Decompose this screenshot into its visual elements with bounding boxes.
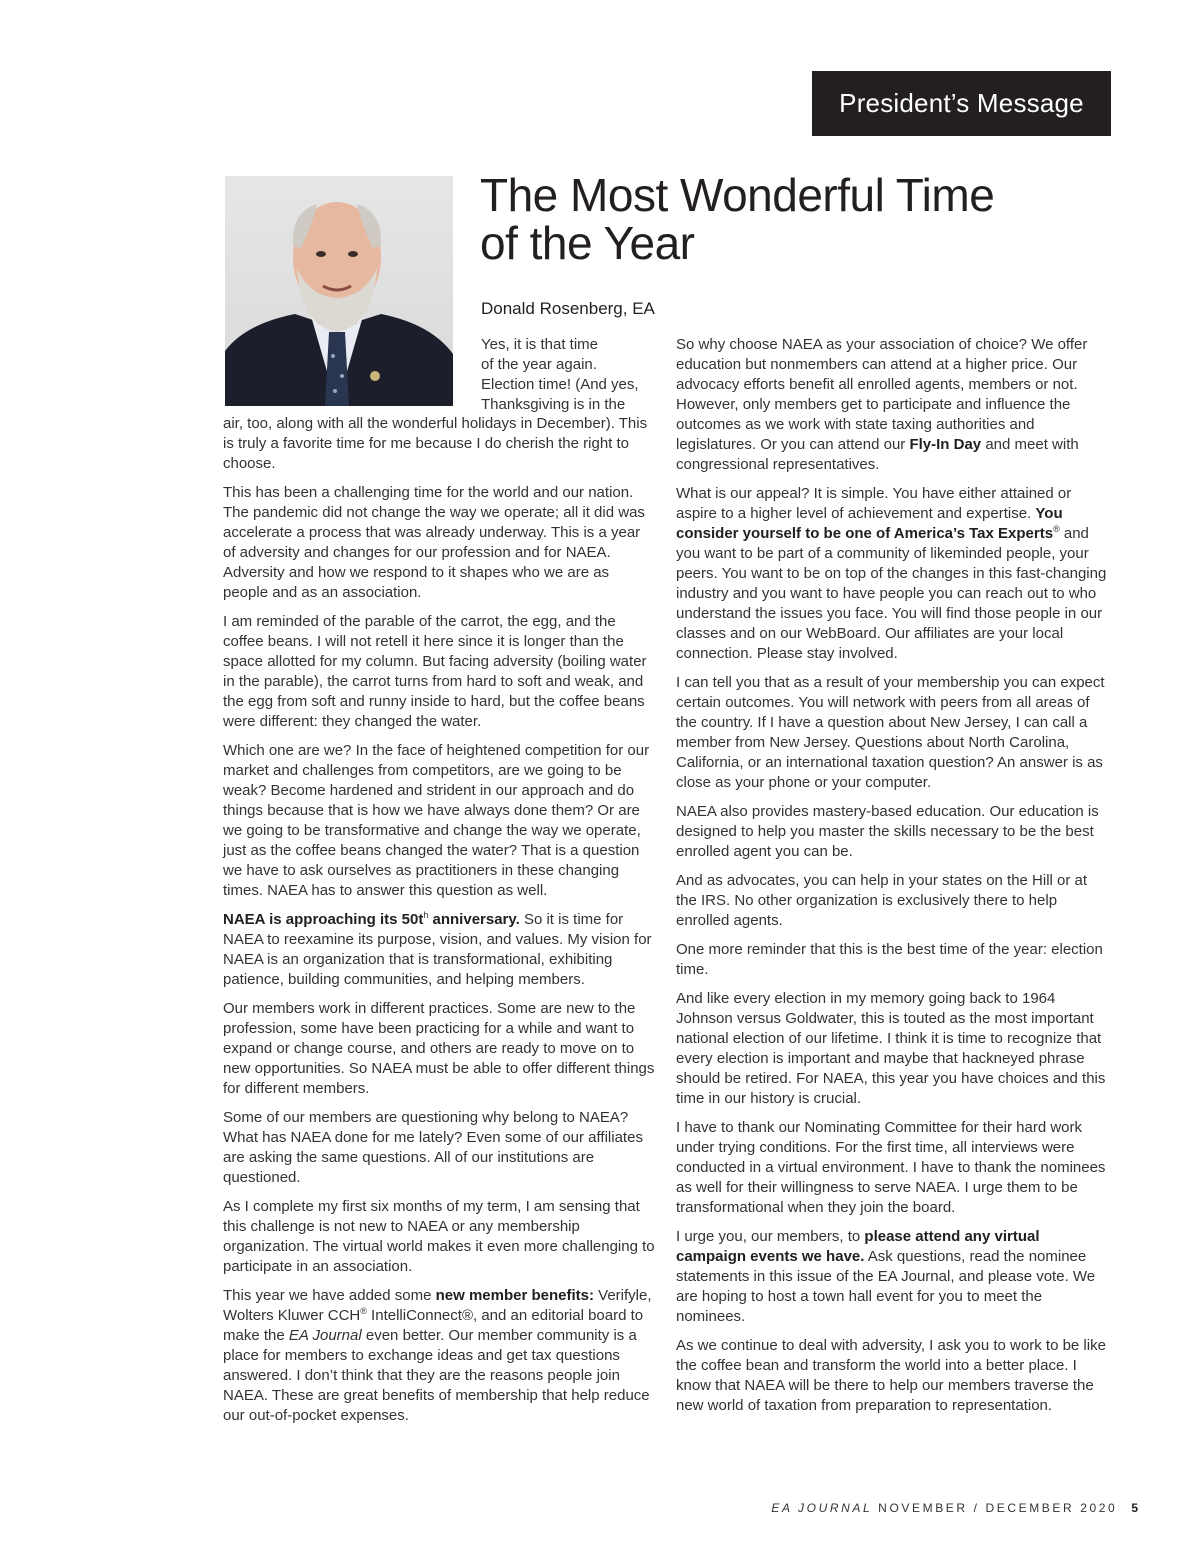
intro-paragraph	[481, 335, 656, 415]
bold-text: please attend any virtual campaign events we have.	[676, 1228, 1040, 1265]
superscript: ®	[1053, 524, 1060, 534]
paragraph: One more reminder that this is the best time of the year: election time.	[676, 941, 1103, 978]
superscript: h	[423, 910, 429, 920]
author-byline: Donald Rosenberg, EA	[481, 299, 655, 318]
paragraph: And as advocates, you can help in your states on the Hill or at the IRS. No other organization is exclusively there to help enrolled agents.	[676, 872, 1088, 929]
text: IntelliConnect®, and an editorial board to make the	[223, 1307, 644, 1344]
page-footer	[771, 1501, 1138, 1515]
italic-text: EA Journal	[288, 1327, 362, 1344]
section-label: President’s Message	[812, 71, 1111, 136]
paragraph: NAEA also provides mastery-based education. Our education is designed to help you master the skills necessary to be the best enrolled agent you can be.	[676, 803, 1099, 860]
intro-line: Thanksgiving is in the	[481, 396, 626, 413]
article-title	[480, 171, 1040, 267]
paragraph: Our members work in different practices. Some are new to the profession, some have been practicing for a while and want to expand or change course, and others are ready to move on to new opportunities. So NAEA must be able to offer different things for different members.	[223, 1000, 655, 1097]
paragraph: air, too, along with all the wonderful holidays in December). This is truly a favorite time for me because I do cherish the right to choose.	[223, 415, 648, 472]
paragraph	[676, 335, 1108, 475]
text: Ask questions, read the nominee statements in this issue of the EA Journal, and please vote. We are hoping to host a town hall event for you to meet the nominees.	[676, 1248, 1096, 1325]
paragraph: Which one are we? In the face of heightened competition for our market and challenges from competitors, are we going to be weak? Become hardened and strident in our approach and do things because that is how we have always done them? Or are we going to be transformative and change the way we operate, just as the coffee beans changed the water? That is a question we have to ask ourselves as practitioners in these changing times. NAEA has to answer this question as well.	[223, 742, 650, 899]
issue-date: NOVEMBER / DECEMBER 2020	[872, 1501, 1118, 1515]
page-number: 5	[1131, 1501, 1138, 1515]
paragraph: This has been a challenging time for the world and our nation. The pandemic did not change the way we operate; all it did was accelerate a process that was already underway. This is a year of adversity and changes for our profession and for NAEA. Adversity and how we respond to it shapes who we are as people and as an association.	[223, 484, 645, 601]
text: even better. Our member community is a place for members to exchange ideas and get tax questions answered. I don’t think that they are the reasons people join NAEA. These are great benefits of membership that help reduce our out-of-pocket expenses.	[223, 1327, 650, 1424]
bold-text: Fly-In Day	[909, 436, 982, 453]
paragraph: As we continue to deal with adversity, I ask you to work to be like the coffee bean and transform the world into a better place. I know that NAEA will be there to help our members traverse the new world of taxation from preparation to representation.	[676, 1337, 1106, 1414]
text: So why choose NAEA as your association of choice? We offer education but nonmembers can attend at a higher price. Our advocacy efforts benefit all enrolled agents, members or not. However, only members get to participate and influence the outcomes as we work with state taxing authorities and legislatures. Or you can attend our	[676, 336, 1088, 453]
title-line-2: of the Year	[480, 217, 695, 269]
text: I urge you, our members, to	[676, 1228, 865, 1245]
bold-text: new member benefits:	[435, 1287, 594, 1304]
bold-text: anniversary.	[428, 911, 520, 928]
paragraph: Some of our members are questioning why belong to NAEA? What has NAEA done for me lately? Even some of our affiliates are asking the same questions. All of our institutions are questioned.	[223, 1109, 643, 1186]
bold-text: You consider yourself to be one of America’s Tax Experts	[676, 505, 1063, 542]
paragraph: I can tell you that as a result of your membership you can expect certain outcomes. You will network with peers from all areas of the country. If I have a question about New Jersey, I can call a member from New Jersey. Questions about North Carolina, California, or an international taxation question? An answer is as close as your phone or your computer.	[676, 674, 1105, 791]
text: What is our appeal? It is simple. You have either attained or aspire to a higher level of achievement and expertise.	[676, 485, 1072, 522]
paragraph	[676, 1227, 1108, 1327]
paragraph	[223, 910, 655, 990]
paragraph: As I complete my first six months of my term, I am sensing that this challenge is not new to NAEA or any membership organization. The virtual world makes it even more challenging to participate in an association.	[223, 1198, 655, 1275]
paragraph: I am reminded of the parable of the carrot, the egg, and the coffee beans. I will not retell it here since it is longer than the space allotted for my column. But facing adversity (boiling water in the parable), the carrot turns from hard to soft and weak, and the egg from soft and runny inside to hard, but the coffee beans were different: they changed the water.	[223, 613, 647, 730]
superscript: ®	[360, 1306, 367, 1316]
paragraph	[676, 484, 1108, 664]
paragraph: I have to thank our Nominating Committee for their hard work under trying conditions. For the first time, all interviews were conducted in a virtual environment. I have to thank the nominees as well for their willingness to serve NAEA. I urge them to be transformational when they join the board.	[676, 1119, 1106, 1216]
journal-name: EA JOURNAL	[771, 1501, 873, 1515]
text: Verifyle, Wolters Kluwer CCH	[223, 1287, 652, 1324]
intro-line: Yes, it is that time	[481, 336, 598, 353]
paragraph: And like every election in my memory going back to 1964 Johnson versus Goldwater, this is touted as the most important national election of our lifetime. I think it is time to recognize that every election is important and maybe that hackneyed phrase should be retired. For NAEA, this year you have choices and this time in our history is crucial.	[676, 990, 1106, 1107]
paragraph	[223, 1286, 655, 1426]
intro-line: Election time! (And yes,	[481, 376, 639, 393]
intro-line: of the year again.	[481, 356, 597, 373]
left-column	[223, 414, 655, 1435]
right-column	[676, 335, 1108, 1425]
text: and you want to be part of a community of likeminded people, your peers. You want to be on top of the changes in this fast-changing industry and you want to have people you can reach out to who understand the issues you face. You will find those people in our classes and on our WebBoard. Our affiliates are your local connection. Please stay involved.	[676, 525, 1107, 662]
title-line-1: The Most Wonderful Time	[480, 169, 995, 221]
bold-text: NAEA is approaching its 50t	[223, 911, 424, 928]
text: So it is time for NAEA to reexamine its purpose, vision, and values. My vision for NAEA is an organization that is transformational, exhibiting patience, building communities, and helping members.	[223, 911, 652, 988]
text: This year we have added some	[223, 1287, 436, 1304]
author-photo	[225, 176, 453, 406]
text: and meet with congressional representatives.	[676, 436, 1079, 473]
